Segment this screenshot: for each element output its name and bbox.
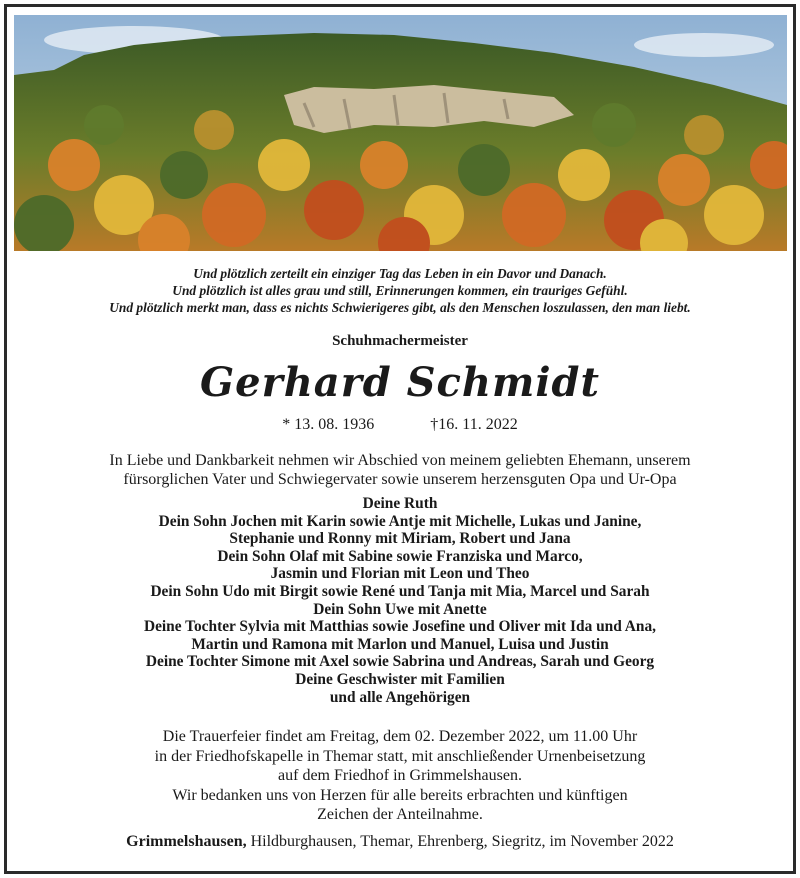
mourner-line: Dein Sohn Udo mit Birgit sowie René und Tanja mit Mia, Marcel und Sarah xyxy=(150,582,650,600)
mourner-line: Dein Sohn Uwe mit Anette xyxy=(313,600,487,618)
intro-line: fürsorglichen Vater und Schwiegervater sowie unserem herzensguten Opa und Ur-Opa xyxy=(123,471,677,488)
place-and-date-signature xyxy=(7,833,793,851)
farewell-intro xyxy=(7,451,793,489)
deceased-name: Gerhard Schmidt xyxy=(200,359,600,406)
quote-line: Und plötzlich merkt man, dass es nichts Schwierigeres gibt, als den Menschen loszulassen, den man liebt. xyxy=(109,300,691,315)
death-date: †16. 11. 2022 xyxy=(430,416,518,433)
signature-rest: Hildburghausen, Themar, Ehrenberg, Siegritz, im November 2022 xyxy=(246,833,674,850)
forest-landscape-graphic xyxy=(14,15,787,251)
mourner-line: Deine Ruth xyxy=(362,495,438,512)
mourner-line: und alle Angehörigen xyxy=(329,688,471,706)
mourner-line: Deine Tochter Simone mit Axel sowie Sabrina und Andreas, Sarah und Georg xyxy=(145,653,655,671)
profession-title: Schuhmachermeister xyxy=(332,333,468,349)
intro-line: In Liebe und Dankbarkeit nehmen wir Abschied von meinem geliebten Ehemann, unserem xyxy=(109,452,691,469)
quote-line: Und plötzlich zerteilt ein einziger Tag das Leben in ein Davor und Danach. xyxy=(193,266,607,281)
mourner-line: Stephanie und Ronny mit Miriam, Robert und Jana xyxy=(229,530,571,548)
service-line: auf dem Friedhof in Grimmelshausen. xyxy=(278,767,522,784)
mourner-line: Dein Sohn Jochen mit Karin sowie Antje mit Michelle, Lukas und Janine, xyxy=(158,512,642,530)
service-line: in der Friedhofskapelle in Themar statt, mit anschließender Urnenbeisetzung xyxy=(154,747,646,765)
life-dates xyxy=(7,416,793,434)
service-line: Wir bedanken uns von Herzen für alle bereits erbrachten und künftigen xyxy=(172,786,628,804)
mourners-list xyxy=(7,495,793,706)
quote-line: Und plötzlich ist alles grau und still, Erinnerungen kommen, ein trauriges Gefühl. xyxy=(172,283,628,298)
birth-date: * 13. 08. 1936 xyxy=(282,416,375,433)
mourner-line: Deine Tochter Sylvia mit Matthias sowie Josefine und Oliver mit Ida und Ana, xyxy=(143,618,657,636)
memorial-quote xyxy=(7,265,793,316)
service-line: Die Trauerfeier findet am Freitag, dem 02. Dezember 2022, um 11.00 Uhr xyxy=(162,728,638,745)
mourner-line: Martin und Ramona mit Marlon und Manuel, Luisa und Justin xyxy=(191,635,609,653)
signature-place: Grimmelshausen, xyxy=(126,833,247,850)
mourner-line: Dein Sohn Olaf mit Sabine sowie Franziska und Marco, xyxy=(217,547,583,565)
service-details xyxy=(7,727,793,825)
mourner-line: Deine Geschwister mit Familien xyxy=(295,670,505,688)
mourner-line: Jasmin und Florian mit Leon und Theo xyxy=(270,565,530,583)
obituary-card xyxy=(4,4,796,874)
autumn-forest-image xyxy=(14,15,787,251)
service-line: Zeichen der Anteilnahme. xyxy=(317,806,483,823)
